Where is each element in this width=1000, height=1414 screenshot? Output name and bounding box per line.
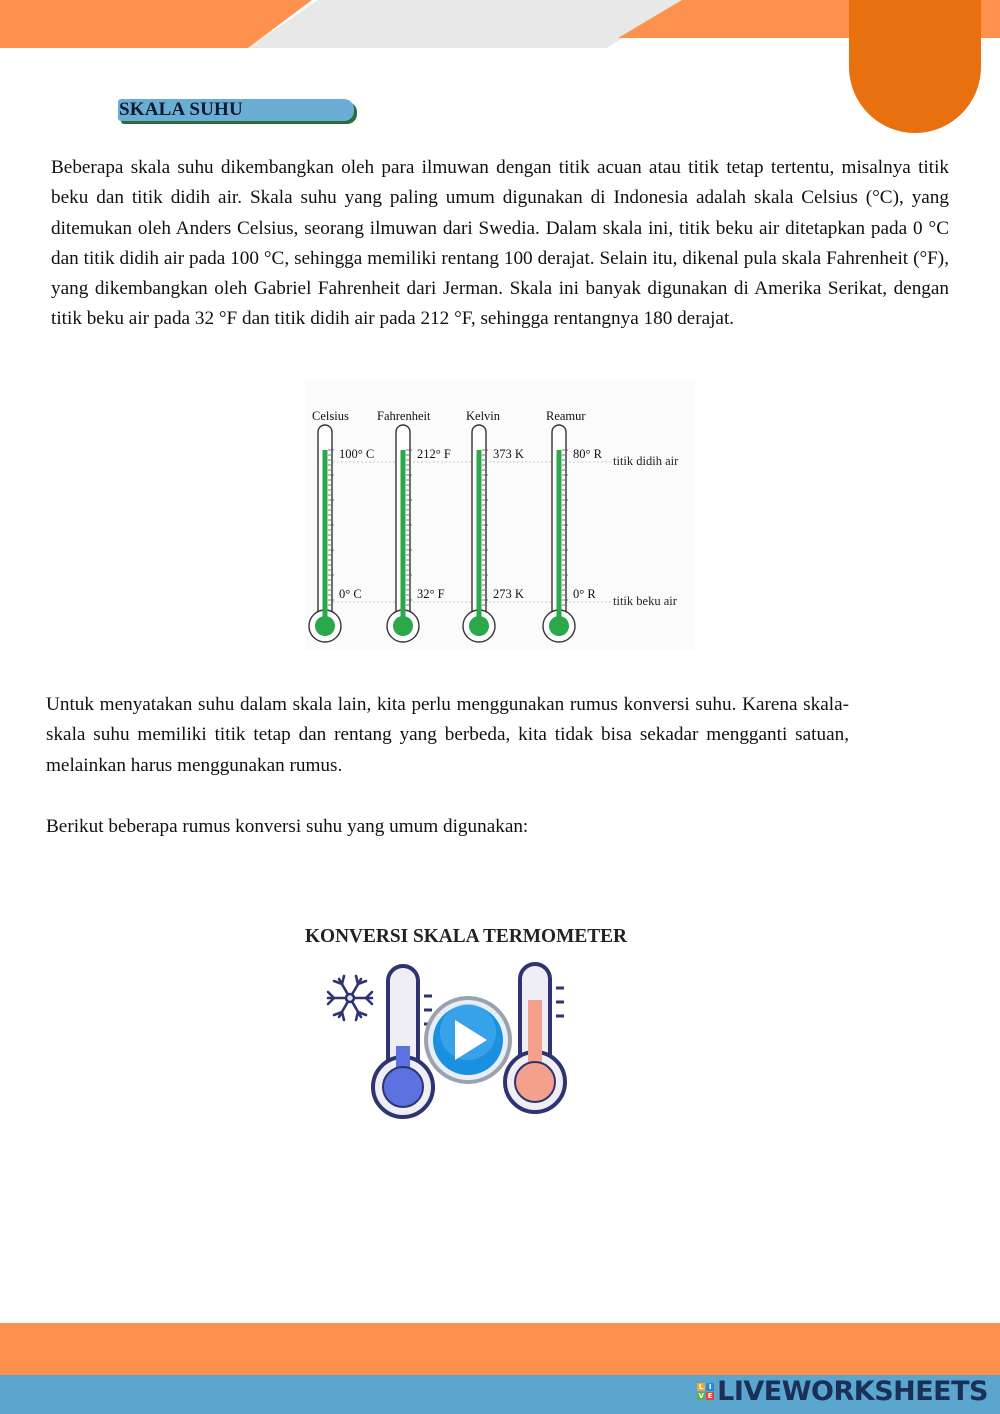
- cold-thermometer-icon: [373, 966, 433, 1117]
- freezing-value: 0° R: [573, 587, 596, 601]
- boiling-point-label: titik didih air: [613, 454, 679, 468]
- intro-paragraph: Beberapa skala suhu dikembangkan oleh para ilmuwan dengan titik acuan atau titik tetap tertentu, misalnya titik beku dan titik didih air. Skala suhu yang paling umum digunakan di Indonesia adalah skala Celsius (°C), yang ditemukan oleh Anders Celsius, seorang ilmuwan dari Swedia. Dalam skala ini, titik beku air ditetapkan pada 0 °C dan titik didih air pada 100 °C, sehingga memiliki rentang 100 derajat. Selain itu, dikenal pula skala Fahrenheit (°F), yang dikembangkan oleh Gabriel Fahrenheit dari Jerman. Skala ini banyak digunakan di Amerika Serikat, dengan titik beku air pada 32 °F dan titik didih air pada 212 °F, sehingga rentangnya 180 derajat.: [51, 157, 949, 330]
- boiling-value: 100° C: [339, 447, 375, 461]
- scale-name: Fahrenheit: [377, 409, 431, 423]
- mercury-bulb: [469, 616, 489, 636]
- freezing-value: 273 K: [493, 587, 524, 601]
- liveworksheets-logo[interactable]: [697, 1373, 988, 1409]
- badge-letter: L: [698, 1382, 704, 1391]
- scale-name: Celsius: [312, 409, 349, 423]
- play-button-icon[interactable]: [424, 996, 512, 1084]
- formula-intro-paragraph: Berikut beberapa rumus konversi suhu yang umum digunakan:: [46, 816, 529, 837]
- freezing-point-label: titik beku air: [613, 594, 677, 608]
- mercury-bulb: [315, 616, 335, 636]
- section-title-tag: [118, 99, 354, 121]
- live-badge-icon: [697, 1383, 714, 1400]
- section-title: SKALA SUHU: [119, 99, 243, 120]
- footer-orange-band: [0, 1323, 1000, 1375]
- snowflake-icon: [328, 976, 372, 1020]
- badge-letter: E: [707, 1391, 713, 1400]
- scale-name: Kelvin: [466, 409, 501, 423]
- badge-letter: I: [706, 1383, 714, 1391]
- boiling-value: 373 K: [493, 447, 524, 461]
- video-thumbnail[interactable]: [298, 916, 634, 1128]
- mercury-bulb: [393, 616, 413, 636]
- brand-name: LIVEWORKSHEETS: [717, 1375, 988, 1407]
- boiling-value: 80° R: [573, 447, 602, 461]
- freezing-value: 32° F: [417, 587, 445, 601]
- video-title: KONVERSI SKALA TERMOMETER: [305, 925, 628, 947]
- conversion-paragraph: Untuk menyatakan suhu dalam skala lain, kita perlu menggunakan rumus konversi suhu. Karena skala-skala suhu memiliki titik tetap dan rentang yang berbeda, kita tidak bisa sekadar mengganti satuan, melainkan harus menggunakan rumus.: [46, 694, 849, 776]
- scale-name: Reamur: [546, 409, 586, 423]
- boiling-value: 212° F: [417, 447, 451, 461]
- mercury-column: [557, 450, 562, 626]
- mercury-bulb: [549, 616, 569, 636]
- freezing-value: 0° C: [339, 587, 362, 601]
- mercury-column: [401, 450, 406, 626]
- mercury-column: [477, 450, 482, 626]
- header-orange-circle: [849, 0, 981, 133]
- hot-thermometer-icon: [505, 964, 565, 1112]
- badge-letter: V: [698, 1391, 704, 1400]
- temperature-scales-figure: [305, 380, 695, 650]
- mercury-column: [323, 450, 328, 626]
